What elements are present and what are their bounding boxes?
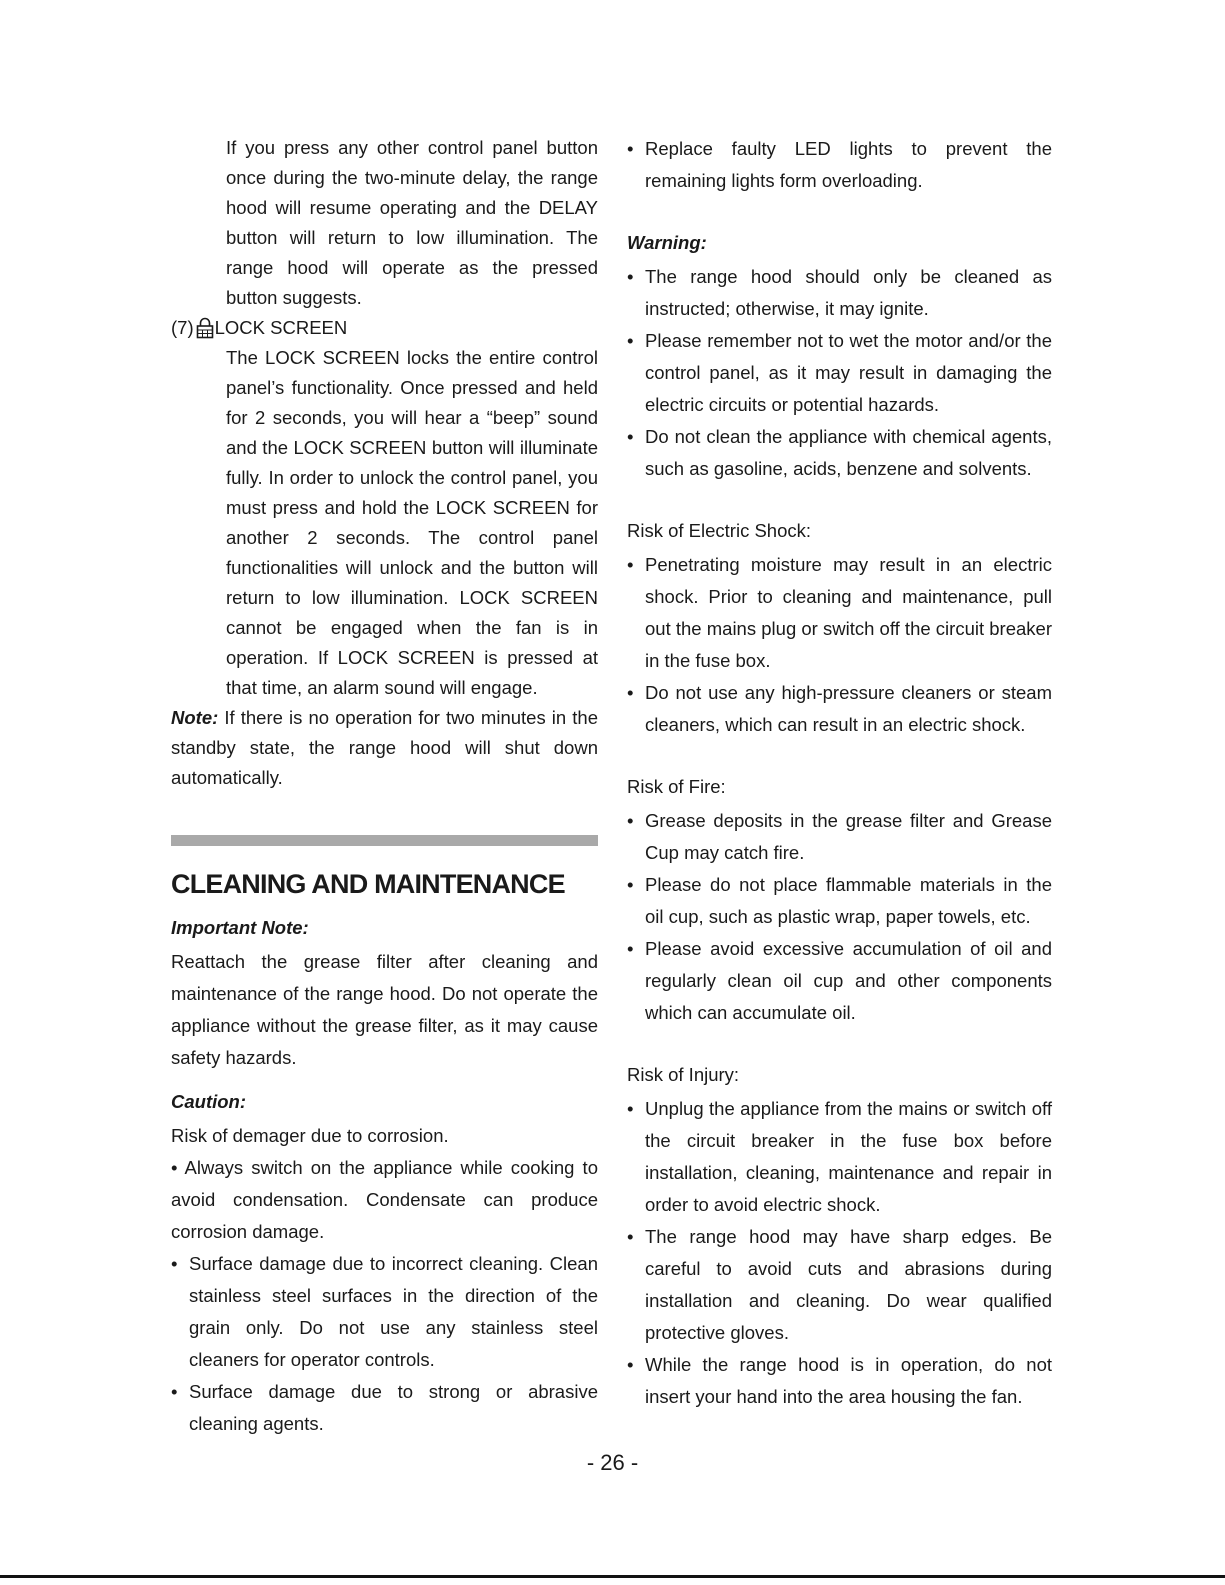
- list-item: • While the range hood is in operation, do not insert your hand into the area housing the fan.: [627, 1349, 1052, 1413]
- list-item: • Replace faulty LED lights to prevent the remaining lights form overloading.: [627, 133, 1052, 197]
- list-item: • Please avoid excessive accumulation of oil and regularly clean oil cup and other components which can accumulate oil.: [627, 933, 1052, 1029]
- right-column: [627, 133, 1052, 1413]
- caution-list: [171, 1248, 598, 1440]
- caution-label: Caution:: [171, 1091, 247, 1112]
- caution-intro: Risk of demager due to corrosion.: [171, 1125, 449, 1146]
- left-column: [171, 133, 598, 1440]
- section-title: CLEANING AND MAINTENANCE: [171, 869, 565, 899]
- section-divider: [171, 835, 598, 846]
- lock-title: LOCK SCREEN: [214, 317, 348, 338]
- shock-label: Risk of Electric Shock:: [627, 520, 812, 541]
- important-text: Reattach the grease filter after cleaning and maintenance of the range hood. Do not operate the appliance without the grease filter, as it may cause safety hazards.: [171, 951, 598, 1068]
- note-text: If there is no operation for two minutes in the standby state, the range hood will shut down automatically.: [171, 707, 598, 788]
- caution-paragraph: • Always switch on the appliance while cooking to avoid condensation. Condensate can produce corrosion damage.: [171, 1157, 598, 1242]
- bottom-rule: [0, 1575, 1225, 1578]
- list-item: • Do not use any high-pressure cleaners or steam cleaners, which can result in an electric shock.: [627, 677, 1052, 741]
- list-item: • Please do not place flammable materials in the oil cup, such as plastic wrap, paper towels, etc.: [627, 869, 1052, 933]
- led-list: [627, 133, 1052, 197]
- list-item: • Surface damage due to incorrect cleaning. Clean stainless steel surfaces in the direction of the grain only. Do not use any stainless steel cleaners for operator controls.: [171, 1248, 598, 1376]
- warning-list: [627, 261, 1052, 485]
- injury-label: Risk of Injury:: [627, 1064, 740, 1085]
- shock-list: [627, 549, 1052, 741]
- lock-number: (7): [171, 317, 194, 338]
- injury-list: [627, 1093, 1052, 1413]
- fire-list: [627, 805, 1052, 1029]
- list-item: • Penetrating moisture may result in an electric shock. Prior to cleaning and maintenance, pull out the mains plug or switch off the circuit breaker in the fuse box.: [627, 549, 1052, 677]
- warning-label: Warning:: [627, 232, 707, 253]
- lock-icon: [196, 317, 214, 339]
- list-item: • The range hood should only be cleaned as instructed; otherwise, it may ignite.: [627, 261, 1052, 325]
- list-item: • Surface damage due to strong or abrasive cleaning agents.: [171, 1376, 598, 1440]
- delay-paragraph: If you press any other control panel button once during the two-minute delay, the range hood will resume operating and the DELAY button will return to low illumination. The range hood will operate as the pressed button suggests.: [226, 137, 598, 308]
- list-item: • Please remember not to wet the motor and/or the control panel, as it may result in damaging the electric circuits or potential hazards.: [627, 325, 1052, 421]
- lock-paragraph: The LOCK SCREEN locks the entire control panel’s functionality. Once pressed and held for 2 seconds, you will hear a “beep” sound and the LOCK SCREEN button will illuminate fully. In order to unlock the control panel, you must press and hold the LOCK SCREEN for another 2 seconds. The control panel functionalities will unlock and the button will return to low illumination. LOCK SCREEN cannot be engaged when the fan is in operation. If LOCK SCREEN is pressed at that time, an alarm sound will engage.: [226, 347, 598, 698]
- list-item: • The range hood may have sharp edges. Be careful to avoid cuts and abrasions during installation and cleaning. Do wear qualified protective gloves.: [627, 1221, 1052, 1349]
- list-item: • Do not clean the appliance with chemical agents, such as gasoline, acids, benzene and solvents.: [627, 421, 1052, 485]
- list-item: • Grease deposits in the grease filter and Grease Cup may catch fire.: [627, 805, 1052, 869]
- lock-screen-heading: [171, 313, 598, 343]
- list-item: • Unplug the appliance from the mains or switch off the circuit breaker in the fuse box before installation, cleaning, maintenance and repair in order to avoid electric shock.: [627, 1093, 1052, 1221]
- note-paragraph: [171, 703, 598, 793]
- fire-label: Risk of Fire:: [627, 776, 726, 797]
- note-label: Note:: [171, 707, 219, 728]
- important-label: Important Note:: [171, 917, 309, 938]
- page-number: - 26 -: [586, 1450, 639, 1475]
